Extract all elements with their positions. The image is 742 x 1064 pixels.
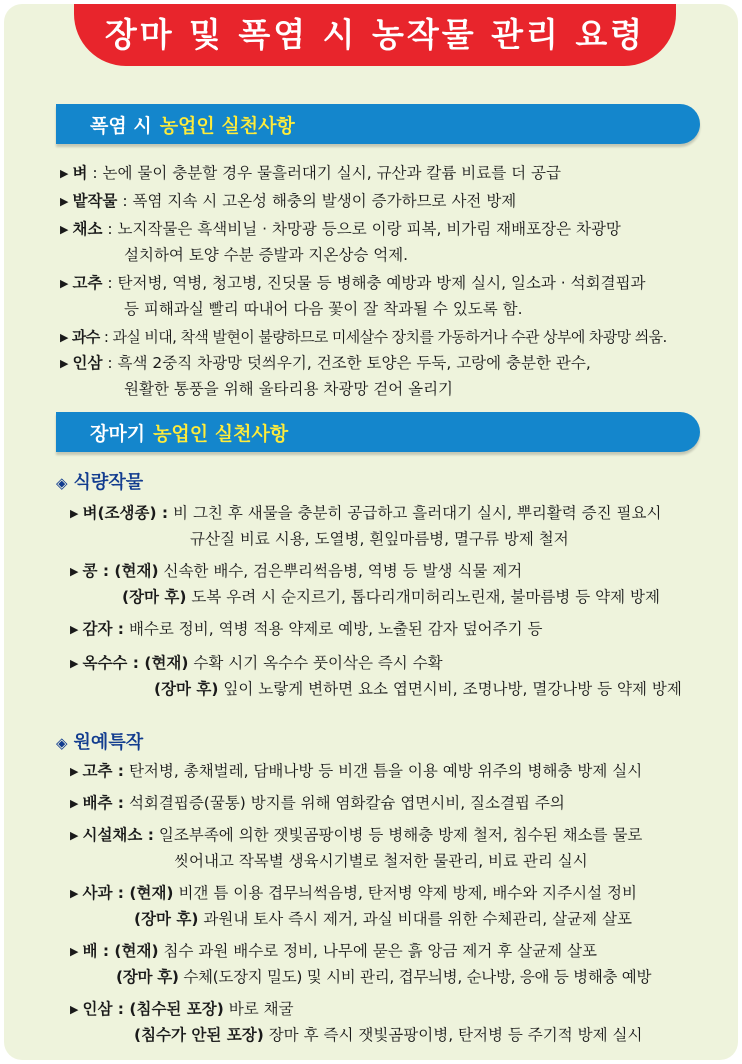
group-name: 식량작물 — [73, 472, 144, 493]
heat-item-rice — [60, 160, 561, 188]
item-cont-label: (장마 후) — [134, 910, 199, 928]
item-text: 바로 채굴 — [223, 1000, 294, 1018]
item-text: 침수 과원 배수로 정비, 나무에 묻은 흙 앙금 제거 후 살균제 살포 — [158, 942, 597, 960]
bullet-icon: ▶ — [70, 623, 79, 636]
bullet-icon: ▶ — [70, 829, 79, 842]
rainy-item-pepper — [70, 758, 642, 786]
item-label: 고추 — [72, 274, 103, 292]
item-label: 밭작물 — [72, 192, 118, 210]
bullet-icon: ▶ — [70, 765, 79, 778]
item-text: 수확 시기 옥수수 풋이삭은 즉시 수확 — [188, 654, 443, 672]
bullet-icon: ▶ — [70, 797, 79, 810]
bullet-icon: ▶ — [70, 657, 79, 670]
bullet-icon: ▶ — [60, 195, 69, 208]
item-cont-text: 도복 우려 시 순지르기, 톱다리개미허리노린재, 불마름병 등 약제 방제 — [186, 588, 660, 606]
rainy-item-apple-cont — [134, 906, 632, 933]
bullet-icon: ▶ — [60, 167, 69, 180]
section-rainy-title-part2: 농업인 실천사항 — [153, 422, 289, 445]
diamond-icon: ◈ — [56, 474, 68, 492]
rainy-item-corn-cont — [154, 676, 682, 703]
item-cont-label: (침수가 안된 포장) — [134, 1026, 264, 1044]
rainy-item-ginseng — [70, 996, 294, 1024]
item-label: 사과 : (현재) — [82, 884, 174, 902]
page-sheet — [4, 4, 738, 1060]
item-cont-text: 장마 후 즉시 잿빛곰팡이병, 탄저병 등 주기적 방제 실시 — [263, 1026, 643, 1044]
rainy-item-potato — [70, 616, 543, 644]
rainy-item-ginseng-cont — [134, 1022, 642, 1049]
item-text: 일조부족에 의한 잿빛곰팡이병 등 병해충 방제 철저, 침수된 채소를 물로 — [153, 826, 643, 844]
heat-item-ginseng-cont: 원활한 통풍을 위해 울타리용 차광망 걷어 올리기 — [124, 380, 454, 398]
item-cont-text: 과원내 토사 즉시 제거, 과실 비대를 위한 수체관리, 살균제 살포 — [198, 910, 632, 928]
item-text: : 폭염 지속 시 고온성 해충의 발생이 증가하므로 사전 방제 — [117, 192, 517, 210]
rainy-item-pear-cont — [116, 964, 651, 991]
rainy-item-cabbage — [70, 790, 565, 818]
section-rainy-header — [56, 412, 700, 452]
item-text: 탄저병, 총채벌레, 담배나방 등 비갠 틈을 이용 예방 위주의 병해충 방제 실시 — [124, 762, 643, 780]
item-text: 비갠 틈 이용 겹무늬썩음병, 탄저병 약제 방제, 배수와 지주시설 정비 — [173, 884, 637, 902]
section-heat-header — [56, 104, 700, 144]
bullet-icon: ▶ — [70, 945, 79, 958]
group-food-crops-heading — [56, 468, 143, 494]
item-label: 과수 — [71, 328, 100, 346]
rainy-item-pear — [70, 938, 597, 966]
group-name: 원예특작 — [73, 732, 144, 753]
item-text: 신속한 배수, 검은뿌리썩음병, 역병 등 발생 식물 제거 — [158, 562, 523, 580]
title-banner — [74, 4, 676, 66]
heat-item-vegetables — [60, 216, 621, 244]
item-label: 콩 : (현재) — [82, 562, 159, 580]
item-text: 비 그친 후 새물을 충분히 공급하고 흘러대기 실시, 뿌리활력 증진 필요시 — [168, 504, 662, 522]
item-text: : 흑색 2중직 차광망 덧씌우기, 건조한 토양은 두둑, 고랑에 충분한 관수, — [102, 354, 591, 372]
rainy-item-bean — [70, 558, 522, 586]
item-cont-label: (장마 후) — [116, 968, 179, 986]
item-cont-label: (장마 후) — [154, 680, 219, 698]
item-text: : 논에 물이 충분할 경우 물흘러대기 실시, 규산과 칼륨 비료를 더 공급 — [87, 164, 561, 182]
item-text: 석회결핍증(꿀통) 방지를 위해 염화칼슘 엽면시비, 질소결핍 주의 — [124, 794, 565, 812]
item-text: : 노지작물은 흑색비닐 · 차망광 등으로 이랑 피복, 비가림 재배포장은 차광망 — [102, 220, 621, 238]
item-text: : 과실 비대, 착색 발현이 불량하므로 미세살수 장치를 가동하거나 수관 상부에 차광망 씌움. — [99, 328, 667, 346]
page-title: 장마 및 폭염 시 농작물 관리 요령 — [104, 15, 646, 54]
item-label: 배 : (현재) — [82, 942, 159, 960]
item-label: 인삼 : (침수된 포장) — [82, 1000, 224, 1018]
item-text: 배수로 정비, 역병 적용 약제로 예방, 노출된 감자 덮어주기 등 — [124, 620, 543, 638]
bullet-icon: ▶ — [70, 507, 79, 520]
section-heat-title-part2: 농업인 실천사항 — [159, 114, 295, 137]
item-cont-text: 수체(도장지 밀도) 및 시비 관리, 겹무늬병, 순나방, 응애 등 병해충 예방 — [178, 968, 652, 986]
heat-item-fruit — [60, 324, 667, 352]
item-label: 벼 — [72, 164, 88, 182]
rainy-item-apple — [70, 880, 637, 908]
bullet-icon: ▶ — [60, 277, 69, 290]
bullet-icon: ▶ — [70, 1003, 79, 1016]
heat-item-pepper — [60, 270, 646, 298]
item-label: 감자 : — [82, 620, 125, 638]
item-label: 고추 : — [82, 762, 125, 780]
heat-item-ginseng — [60, 350, 591, 378]
bullet-icon: ▶ — [70, 887, 79, 900]
item-text: : 탄저병, 역병, 청고병, 진딧물 등 병해충 예방과 방제 실시, 일소과 · 석회결핍과 — [102, 274, 646, 292]
section-rainy-title-part1: 장마기 — [90, 422, 146, 445]
item-label: 배추 : — [82, 794, 125, 812]
bullet-icon: ▶ — [60, 223, 69, 236]
rainy-item-greenhouse — [70, 822, 642, 850]
item-cont-text: 잎이 노랗게 변하면 요소 엽면시비, 조명나방, 멸강나방 등 약제 방제 — [218, 680, 682, 698]
item-label: 채소 — [72, 220, 103, 238]
item-label: 벼(조생종) : — [82, 504, 169, 522]
bullet-icon: ▶ — [60, 357, 69, 370]
bullet-icon: ▶ — [60, 331, 68, 344]
heat-item-vegetables-cont: 설치하여 토양 수분 증발과 지온상승 억제. — [124, 246, 409, 264]
bullet-icon: ▶ — [70, 565, 79, 578]
item-label: 옥수수 : (현재) — [82, 654, 189, 672]
rainy-item-rice-cont: 규산질 비료 시용, 도열병, 흰잎마름병, 멸구류 방제 철저 — [190, 530, 569, 548]
heat-item-pepper-cont: 등 피해과실 빨리 따내어 다음 꽃이 잘 착과될 수 있도록 함. — [124, 300, 523, 318]
rainy-item-rice — [70, 500, 661, 528]
heat-item-field-crops — [60, 188, 516, 216]
group-horticulture-heading — [56, 728, 143, 754]
section-heat-title-part1: 폭염 시 — [90, 114, 152, 137]
item-cont-label: (장마 후) — [122, 588, 187, 606]
item-label: 인삼 — [72, 354, 103, 372]
item-label: 시설채소 : — [82, 826, 154, 844]
rainy-item-bean-cont — [122, 584, 660, 611]
diamond-icon: ◈ — [56, 734, 68, 752]
rainy-item-corn — [70, 650, 443, 678]
rainy-item-greenhouse-cont: 씻어내고 작목별 생육시기별로 철저한 물관리, 비료 관리 실시 — [174, 852, 588, 870]
